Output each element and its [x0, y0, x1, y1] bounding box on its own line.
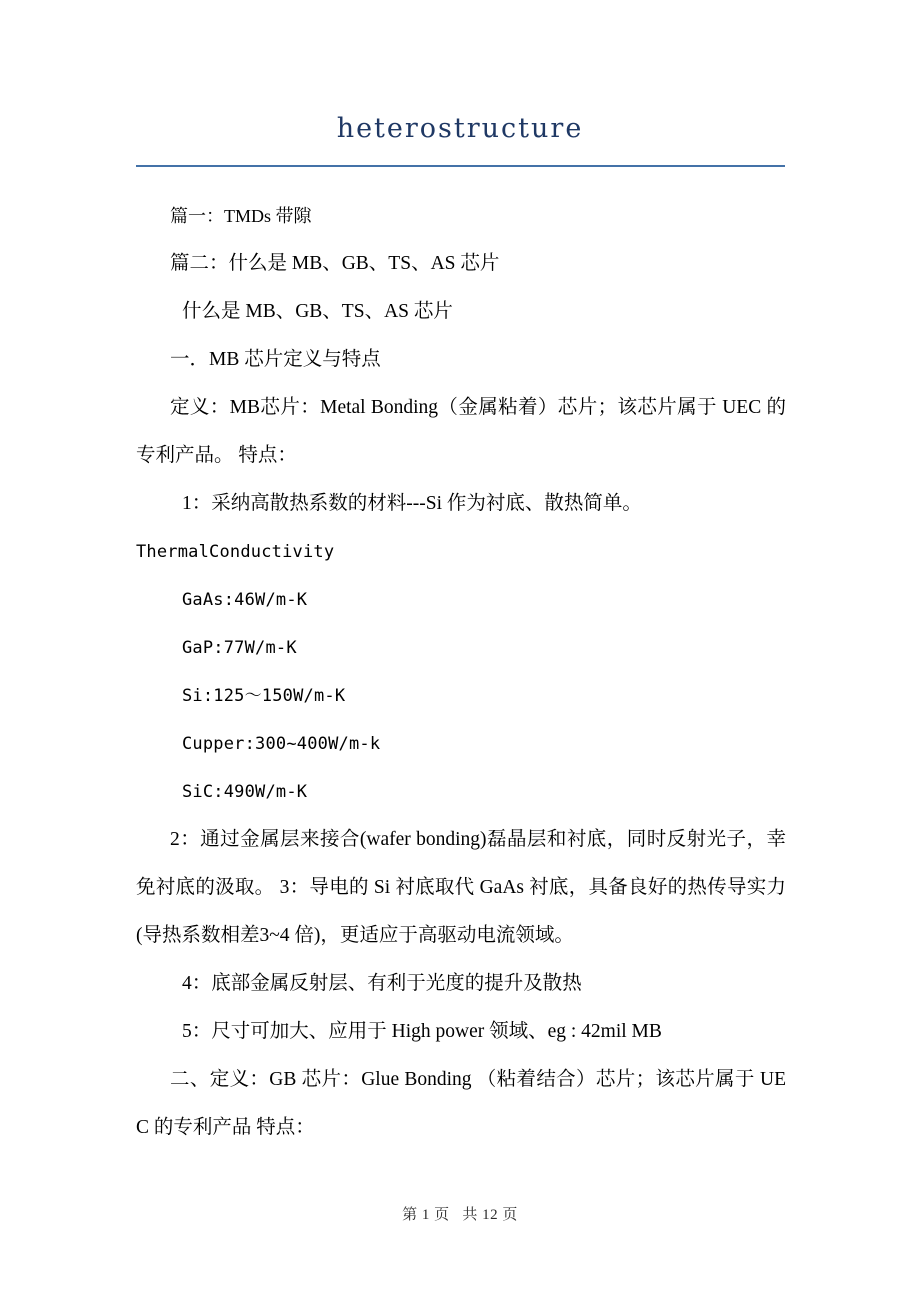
- text-line-section-one: 一．MB 芯片定义与特点: [170, 349, 381, 370]
- paragraph-definition-mb: 定义：MB芯片：Metal Bonding（金属粘着）芯片；该芯片属于 UEC 的专利产品。 特点：: [136, 397, 786, 466]
- page-title: heterostructure: [336, 113, 584, 144]
- text-line-thermal-label: ThermalConductivity: [136, 542, 335, 562]
- document-body: [136, 192, 786, 1152]
- text-line-thermal-sic: SiC:490W/m-K: [182, 782, 308, 802]
- text-line-feature-1: 1：采纳高散热系数的材料---Si 作为衬底、散热简单。: [182, 493, 642, 514]
- document-header: [0, 112, 920, 146]
- text-line-feature-4: 4：底部金属反射层、有利于光度的提升及散热: [182, 973, 582, 994]
- text-line-feature-5: 5：尺寸可加大、应用于 High power 领域、eg : 42mil MB: [182, 1021, 662, 1042]
- title-divider: [136, 165, 785, 167]
- text-line-pian-yi: 篇一：TMDs 带隙: [170, 206, 312, 226]
- text-line-thermal-gaas: GaAs:46W/m-K: [182, 590, 308, 610]
- text-line-heading-repeat: 什么是 MB、GB、TS、AS 芯片: [182, 301, 453, 322]
- text-line-thermal-cupper: Cupper:300~400W/m-k: [182, 734, 381, 754]
- page-footer: 第 1 页 共 12 页: [402, 1207, 518, 1223]
- paragraph-definition-gb: 二、定义：GB 芯片：Glue Bonding （粘着结合）芯片；该芯片属于 UEC 的专利产品 特点：: [136, 1069, 786, 1138]
- text-line-thermal-gap: GaP:77W/m-K: [182, 638, 297, 658]
- paragraph-feature-2-3: 2：通过金属层来接合(wafer bonding)磊晶层和衬底，同时反射光子，幸免衬底的汲取。 3：导电的 Si 衬底取代 GaAs 衬底，具备良好的热传导实力(导热系数相差3~4 倍)，更适应于高驱动电流领域。: [136, 829, 786, 946]
- text-line-pian-er: 篇二：什么是 MB、GB、TS、AS 芯片: [170, 253, 500, 274]
- text-line-thermal-si: Si:125～150W/m-K: [182, 686, 346, 706]
